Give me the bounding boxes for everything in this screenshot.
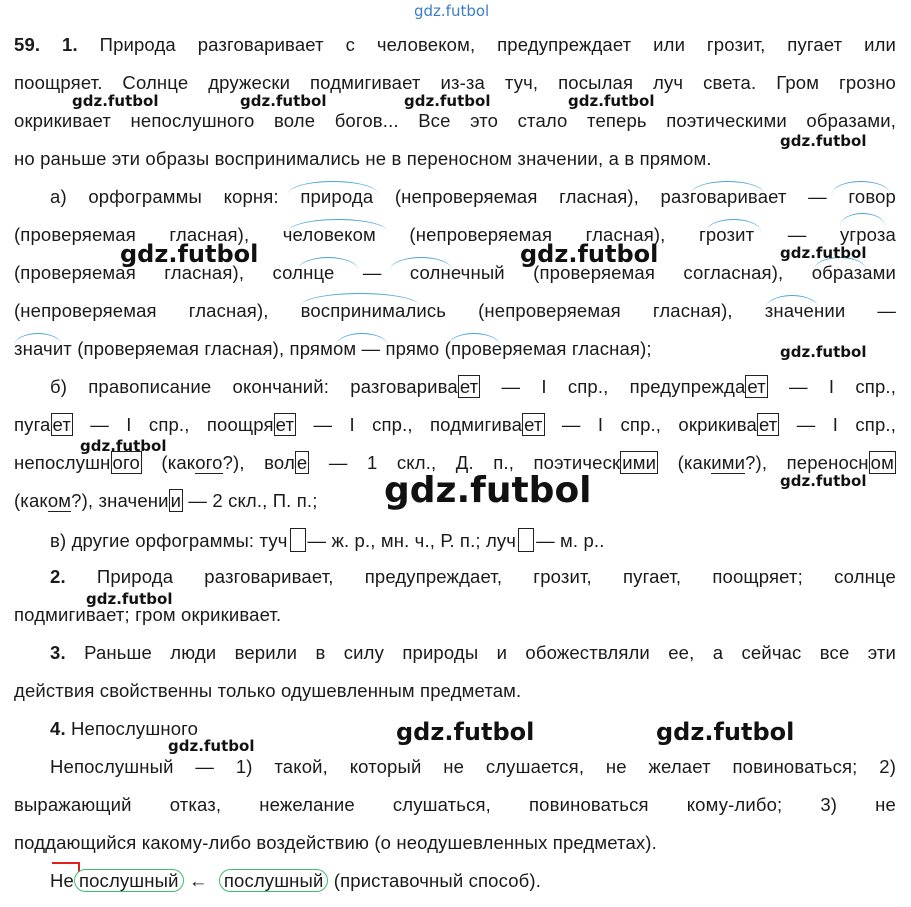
n3-line-1: 3. Раньше люди верили в силу природы и обожествляли ее, а сейчас все эти bbox=[50, 642, 896, 663]
n4-line-3: поддающийся какому-либо воздействию (о неодушевленных предметах). bbox=[14, 832, 657, 853]
b-line-3: непослушн ого (какого?), вол е — 1 скл., Д. п., поэтическ ими (какими?), переносн ом bbox=[14, 452, 894, 473]
watermark: gdz.futbol bbox=[384, 470, 592, 511]
root-arc bbox=[390, 257, 452, 270]
root-arc bbox=[448, 333, 500, 346]
n2-line-2: подмигивает; гром окрикивает. bbox=[14, 604, 282, 625]
root-arc bbox=[691, 181, 764, 194]
b-line-2: пуга ет — I спр., поощря ет — I спр., подмигива ет — I спр., окрикива ет — I спр., bbox=[14, 414, 896, 435]
n4-line-4: Не послушный ← послушный (приставочный способ). bbox=[50, 870, 542, 891]
root-arc bbox=[298, 257, 358, 270]
root-arc bbox=[288, 219, 388, 232]
b-line-1: б) правописание окончаний: разговарива ет — I спр., предупрежда ет — I спр., bbox=[50, 376, 896, 397]
ex-line-2: поощряет. Солнце дружески подмигивает из-за туч, посылая луч света. Гром грозно bbox=[14, 72, 896, 93]
ex-line-3: окрикивает непослушного воле богов... Все это стало теперь поэтическими образами, bbox=[14, 110, 896, 131]
watermark: gdz.futbol bbox=[656, 718, 795, 746]
root-arc bbox=[288, 181, 378, 194]
watermark: gdz.futbol bbox=[396, 718, 535, 746]
root-arc bbox=[832, 181, 890, 194]
watermark: gdz.futbol bbox=[568, 92, 655, 110]
watermark: gdz.futbol bbox=[780, 472, 867, 490]
watermark: gdz.futbol bbox=[168, 737, 255, 755]
n4-line-2: выражающий отказ, нежелание слушаться, повиноваться кому-либо; 3) не bbox=[14, 794, 896, 815]
ex-line-4: но раньше эти образы воспринимались не в переносном значении, а в прямом. bbox=[14, 148, 712, 169]
root-arc bbox=[300, 293, 420, 306]
root-arc bbox=[336, 333, 388, 346]
root-arc bbox=[14, 333, 62, 346]
watermark: gdz.futbol bbox=[780, 244, 867, 262]
watermark: gdz.futbol bbox=[72, 92, 159, 110]
n2-line-1: 2. Природа разговаривает, предупреждает, грозит, пугает, поощряет; солнце bbox=[50, 566, 896, 587]
a-line-4: (непроверяемая гласная), воспринимались (непроверяемая гласная), значении — bbox=[14, 300, 896, 321]
n4-line-0: 4. Непослушного bbox=[50, 718, 199, 739]
watermark: gdz.futbol bbox=[780, 343, 867, 361]
watermark: gdz.futbol bbox=[240, 92, 327, 110]
n4-line-1: Непослушный — 1) такой, который не слушается, не желает повиноваться; 2) bbox=[50, 756, 896, 777]
watermark: gdz.futbol bbox=[120, 240, 259, 268]
a-line-3: (проверяемая гласная), солнце — солнечный (проверяемая согласная), образами bbox=[14, 262, 896, 283]
watermark: gdz.futbol bbox=[780, 132, 867, 150]
a-line-1: а) орфограммы корня: природа (непроверяемая гласная), разговаривает — говор bbox=[50, 186, 896, 207]
watermark: gdz.futbol bbox=[80, 437, 167, 455]
watermark: gdz.futbol bbox=[404, 92, 491, 110]
v-line: в) другие орфограммы: туч — ж. р., мн. ч., Р. п.; луч — м. р.. bbox=[50, 530, 605, 551]
ex-line-1: 59. 1. Природа разговаривает с человеком, предупреждает или грозит, пугает или bbox=[14, 34, 897, 55]
root-arc bbox=[840, 213, 885, 226]
n3-line-2: действия свойственны только одушевленным предметам. bbox=[14, 680, 522, 701]
root-arc bbox=[706, 219, 761, 232]
root-arc bbox=[766, 295, 818, 308]
b-line-4: (каком?), значени и — 2 скл., П. п.; bbox=[14, 490, 318, 511]
watermark: gdz.futbol bbox=[86, 590, 173, 608]
a-line-2: (проверяемая гласная), человеком (непроверяемая гласная), грозит — угроза bbox=[14, 224, 896, 245]
a-line-5: значит (проверяемая гласная), прямом — прямо (проверяемая гласная); bbox=[14, 338, 652, 359]
watermark: gdz.futbol bbox=[520, 240, 659, 268]
watermark-top: gdz.futbol bbox=[414, 2, 490, 20]
